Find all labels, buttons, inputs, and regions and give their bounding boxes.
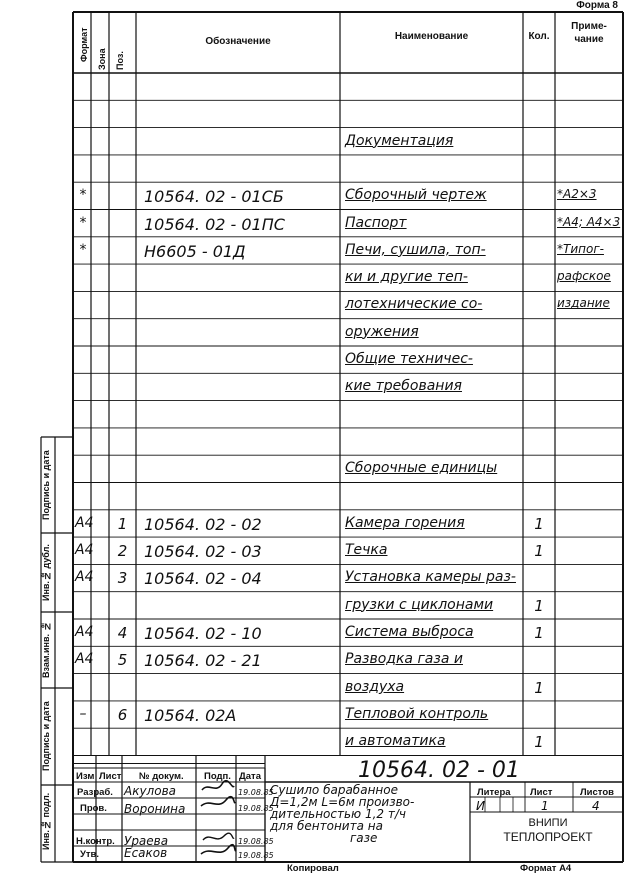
cell-fmt: – <box>79 705 87 722</box>
cell-name: кие требования <box>345 378 462 395</box>
cell-name: воздуха <box>345 678 405 695</box>
spec-row <box>0 346 634 373</box>
tb-col-docnum: № докум. <box>139 771 184 782</box>
spec-row <box>0 592 634 619</box>
cell-pos: 5 <box>117 651 128 670</box>
cell-fmt: А4 <box>75 651 94 668</box>
cell-pos: 3 <box>117 569 128 588</box>
cell-note: рафское <box>557 269 611 284</box>
cell-note: *А4; А4×3 <box>557 214 621 229</box>
spec-row <box>0 237 634 264</box>
cell-name: Сборочный чертеж <box>345 187 487 204</box>
header-name: Наименование <box>394 31 469 42</box>
tb-name-l2: Д=1,2м L=6м произво- <box>270 795 415 809</box>
spec-row <box>0 564 634 591</box>
bottom-format: Формат А4 <box>520 863 572 874</box>
tb-org-l1: ВНИПИ <box>528 817 568 829</box>
spec-row <box>0 728 634 755</box>
cell-qty: 1 <box>534 624 544 642</box>
cell-des: 10564. 02 - 21 <box>144 651 262 671</box>
cell-name: грузки с циклонами <box>345 596 494 613</box>
spec-row <box>0 537 634 564</box>
header-note-l2: чание <box>574 34 604 45</box>
tb-razrab-label: Разраб. <box>77 787 113 798</box>
cell-name: и автоматика <box>345 733 446 750</box>
cell-name: Печи, сушила, топ- <box>345 241 486 258</box>
tb-utv-name: Есаков <box>124 846 168 860</box>
spec-row <box>0 291 634 318</box>
header-zone: Зона <box>97 48 107 70</box>
tb-name-l1: Сушило барабанное <box>270 783 398 797</box>
tb-name-l3: дительностью 1,2 т/ч <box>270 807 406 821</box>
spec-row <box>0 483 634 510</box>
cell-name: Общие техничес- <box>345 351 473 367</box>
cell-fmt: А4 <box>75 624 94 640</box>
side-label-inv-dubl: Инв.№ дубл. <box>41 544 51 601</box>
spec-row <box>0 319 634 346</box>
tb-col-list: Лист <box>99 771 122 782</box>
tb-date-utv: 19.08.85 <box>238 851 274 860</box>
cell-pos: 1 <box>117 514 128 533</box>
cell-fmt: * <box>79 187 87 204</box>
tb-sheet-value: 1 <box>541 799 549 813</box>
cell-fmt: А4 <box>75 514 94 531</box>
cell-pos: 2 <box>117 542 128 561</box>
tb-utv-label: Утв. <box>80 849 100 860</box>
spec-row <box>0 646 634 673</box>
spec-row <box>0 100 634 127</box>
side-label-inv-podl: Инв.№ подл. <box>41 792 51 850</box>
tb-prov-name: Воронина <box>124 802 186 816</box>
side-label-vzam-inv: Взам.инв. № <box>41 621 51 679</box>
spec-row <box>0 510 634 537</box>
tb-litera-value: И <box>476 799 485 813</box>
signature-marks <box>198 780 238 862</box>
cell-fmt: * <box>79 241 87 258</box>
tb-nkontr-name: Ураева <box>124 834 169 848</box>
cell-des: 10564. 02 - 10 <box>144 624 262 643</box>
cell-name: ки и другие теп- <box>345 269 468 286</box>
cell-name: Установка камеры раз- <box>345 569 516 586</box>
tb-org-l2: ТЕПЛОПРОЕКТ <box>503 830 593 844</box>
tb-sheets-label: Листов <box>580 787 614 798</box>
cell-des: 10564. 02 - 04 <box>144 569 262 589</box>
cell-qty: 1 <box>534 596 544 615</box>
tb-name-l5: газе <box>350 831 378 845</box>
cell-des: 10564. 02 - 01ПС <box>144 214 285 234</box>
spec-row <box>0 210 634 237</box>
cell-qty: 1 <box>534 514 544 533</box>
side-label-sign-date-1: Подпись и дата <box>41 701 51 771</box>
spec-row <box>0 264 634 291</box>
tb-prov-label: Пров. <box>80 803 107 814</box>
cell-name: Система выброса <box>345 624 474 640</box>
cell-fmt: А4 <box>75 569 94 586</box>
form-label: Форма 8 <box>576 0 618 11</box>
cell-name: Разводка газа и <box>345 651 463 668</box>
tb-date-razrab: 19.08.85 <box>238 788 274 797</box>
cell-des: 10564. 02 - 02 <box>144 514 262 534</box>
spec-row <box>0 182 634 209</box>
spec-row <box>0 674 634 701</box>
tb-col-date: Дата <box>239 771 261 782</box>
cell-des: 10564. 02 - 03 <box>144 542 262 562</box>
cell-pos: 4 <box>117 624 128 642</box>
cell-des: Н6605 - 01Д <box>144 241 246 261</box>
header-format: Формат <box>79 27 89 63</box>
cell-name: Сборочные единицы <box>345 460 498 477</box>
cell-note: *А2×3 <box>557 187 597 202</box>
cell-name: Течка <box>345 542 388 559</box>
cell-name: Камера горения <box>345 514 465 531</box>
tb-date-nkontr: 19.08.85 <box>238 837 274 846</box>
spec-row <box>0 428 634 455</box>
cell-name: Документация <box>345 132 454 149</box>
tb-razrab-name: Акулова <box>124 784 176 798</box>
cell-fmt: * <box>79 214 87 231</box>
cell-note: издание <box>557 296 610 311</box>
spec-row <box>0 373 634 400</box>
side-label-sign-date-2: Подпись и дата <box>41 450 51 520</box>
tb-nkontr-label: Н.контр. <box>76 836 115 847</box>
cell-qty: 1 <box>534 678 544 697</box>
bottom-copied: Копировал <box>287 863 339 874</box>
tb-date-prov: 19.08.85 <box>238 804 274 813</box>
cell-name: лотехнические со- <box>345 296 483 313</box>
spec-row <box>0 619 634 646</box>
header-note-l1: Приме- <box>571 21 607 32</box>
tb-sheet-label: Лист <box>530 787 553 798</box>
spec-row <box>0 455 634 482</box>
cell-name: оружения <box>345 323 419 340</box>
spec-row <box>0 401 634 428</box>
cell-qty: 1 <box>534 733 544 752</box>
spec-row <box>0 701 634 728</box>
cell-des: 10564. 02 - 01СБ <box>144 187 284 207</box>
header-designation: Обозначение <box>205 36 271 47</box>
tb-col-izm: Изм <box>76 771 95 782</box>
spec-row <box>0 128 634 155</box>
tb-col-sign: Подп. <box>204 771 231 782</box>
tb-sheets-value: 4 <box>592 799 600 813</box>
cell-qty: 1 <box>534 542 544 561</box>
cell-fmt: А4 <box>75 542 94 559</box>
header-qty: Кол. <box>528 31 550 42</box>
cell-name: Паспорт <box>345 214 407 231</box>
cell-des: 10564. 02А <box>144 705 237 725</box>
cell-pos: 6 <box>117 705 128 724</box>
tb-name-l4: для бентонита на <box>270 819 383 833</box>
cell-note: *Типог- <box>557 241 604 256</box>
tb-litera-label: Литера <box>477 787 511 798</box>
header-pos: Поз. <box>115 51 125 70</box>
title-doc-number: 10564. 02 - 01 <box>358 758 520 783</box>
cell-name: Тепловой контроль <box>345 705 489 722</box>
spec-row <box>0 155 634 182</box>
spec-row <box>0 73 634 100</box>
